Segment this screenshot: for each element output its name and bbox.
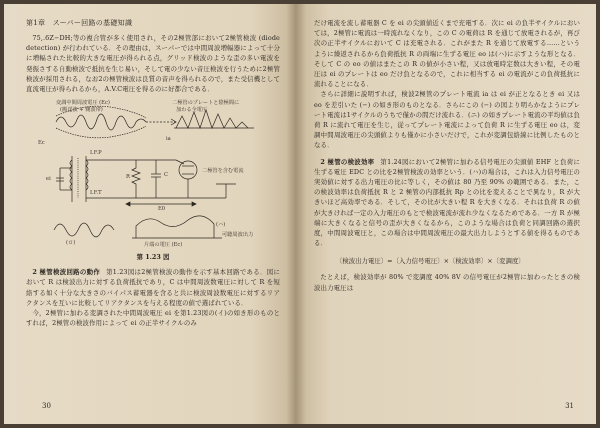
label-diode-voltage-2: 加わる全電圧 [176,107,208,114]
label-ha: (ハ) [216,222,226,229]
left-page [4,4,294,424]
paragraph [26,267,280,308]
section-heading: 2 極管検波回路の動作 [32,268,101,277]
low-wave-right [136,216,214,238]
label-carrier: (搬送波 + 側波帯) [60,107,103,114]
paragraph: 今，2極管に加わる変調された中間周波電圧 ei を第1.23図の(イ)の如き形のものとすれば，2極管の検波作用によって ei の正半サイクルのみ [26,309,280,328]
section-heading: 2 極管の検波効率 [320,157,375,166]
label-ei: ei [46,176,51,183]
circuit-svg [26,98,280,250]
label-end-voltage: 片端の電圧 (Ec) [144,242,183,249]
label-audio-out: 可聴周波出力 [222,232,254,239]
paragraph-text: 第1.23図は2極管検波の動作を示す基本回路である．図において R は検波出力に対する負荷抵抗であり，C は中間周波数電圧に対して R を短絡する如く十分な大きさのバイパス蓄電器を含ると共に検波周波数電圧に対するリアクタンスを互いに比較してリアクタンスを与える程度の値で選ばれている． [26,268,280,307]
label-ec: Ec [38,140,45,147]
book-spread [4,4,596,424]
label-if-voltage: 変調中間周波電圧 (Ec) [56,100,110,107]
label-ift: I.F.T [90,190,102,197]
paragraph [314,157,580,249]
label-r: R [126,174,130,181]
label-diode-voltage: 二極管のプレートと陰極間に [172,100,240,107]
paragraph-text: 第1.24図において2極管に加わる信号電圧の尖頭値 EHF と負荷に生ずる電圧 EDC との比を2極管検波の効率という．(ハ)の場合は，これは入力信号電圧の実効値に対する出力電圧の比に等しく，その値は 80 乃至 90% の範囲である．また，この検波効率は負荷抵抗 R と 2 極管の内部抵抗 Rp との比を変えることで異なり，R が大きいほど高効率である．そして，その比が大きい程 R を大きくなる．それは負荷 R の値が大きければ一定の入力電圧のもとで検波電流が流れ少なくなるためである．一方 R が極端に大きくなると信号の歪が大きくなるから，このような場合は負荷と同調回路の選択度，中間周波電圧と，この場合は中間周波電圧の最大出力しようとする値を得るものである． [314,157,580,248]
label-ia: ia [166,136,171,143]
right-page [294,4,596,424]
circuit-diagram [26,98,280,250]
label-ifp: I.F.P [90,150,102,157]
modulated-wave-left [56,114,146,130]
low-wave-left [54,223,114,237]
label-plate-current: 二極管を含む電流 [202,168,244,175]
label-eo: E0 [158,206,166,213]
paragraph: たとえば，検波効率が 80% で変調度 40% 8V の信号電圧が2極管に加わったときの検波出力電圧は [314,273,580,292]
chapter-header: 第1章 スーパー回路の基礎知識 [26,19,133,27]
figure-caption: 第 1.23 図 [136,253,170,262]
label-ro: (ロ) [66,240,76,247]
label-c: C [164,172,168,179]
page-number: 30 [42,402,51,410]
page-number: 31 [565,402,574,410]
paragraph: だけ電流を流し蓄電器 C を ei の尖頭値近くまで充電する．次に ei の負半サイクルにおいては，2極管に電流は一時流れなくなり，この C の電荷は R を通じて放電されるが，再び次の正半サイクルにおいて C は充電される．これがまた R を通じて放電する……というように繰返されるから負荷抵抗 R の両端に生ずる電圧 eo は(ハ)に示すような形となる．そして C の eo の値はまたこの R の値が小さい程，又は放電時定数は大きい程，その電圧は ei のプレートは eo だけ負となるので，これに相当する ei の電流がこの負荷抵抗に流れることになる． [314,19,580,89]
formula: 〔検波出力電圧〕=〔入力信号電圧〕×〔検波効率〕×〔変調度〕 [336,257,525,266]
paragraph: 75,.6Z−DH;等の複合管が多く使用され，その2極管部において2極管検波 (diode detection) が行われている．その理由は，スーパーでは中間周波増幅器によって十分に増幅された比較的大きな電圧が得られる点，グリッド検波のような歪の多い電波を発振さする自動検波で抵抗を生じ易い，そして電の少ない音圧検波を行うために2極管検波が採用される，なお2の極管検波は良質の音声を得られるので，また受信機として直流電圧が得られるから，A.V.C電圧を得るのに好都合である． [26,34,280,94]
paragraph: さらに詳細に説明すれば，検波2極管のプレート電流 ia は ei が正となるとき ei 又は eo を差引いた (−) の如き形のものとなる．さらにこの (−) の図より明らかなようにプレート電流は1サイクルのうちで僅かの間だけ流れる．(ニ) の如きプレート電流の平均値は負荷 R に流れて電圧を生じ，従ってプレート電流によって負荷 R に生ずる電圧 eo は，変調中間周波電圧の尖頭値よりも僅かに小さいだけで，これが変調包絡線に比例したものとなる． [314,90,580,150]
